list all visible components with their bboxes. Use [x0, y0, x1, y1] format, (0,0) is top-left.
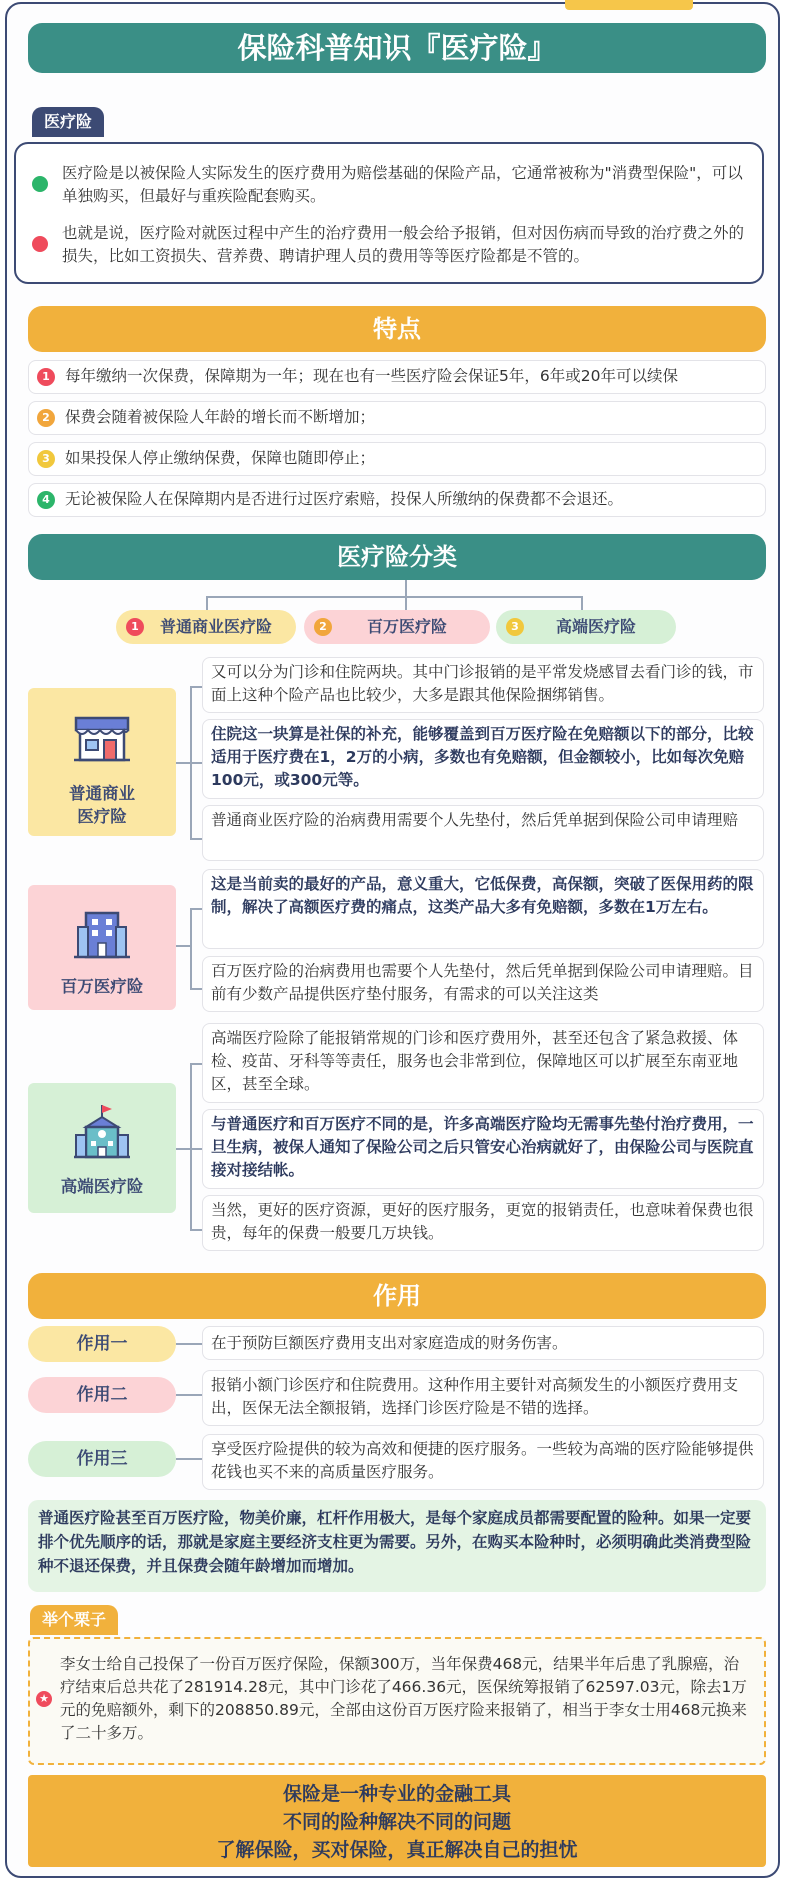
- connector-line: [190, 1063, 202, 1065]
- connector-line: [405, 580, 407, 596]
- store-icon: [72, 708, 132, 764]
- connector-line: [176, 1148, 190, 1150]
- connector-line: [206, 596, 583, 598]
- intro-paragraph-1: 医疗险是以被保险人实际发生的医疗费用为赔偿基础的保险产品，它通常被称为"消费型保险"，可以单独购买，但最好与重疾险配套购买。: [62, 164, 743, 205]
- category-card-ordinary: [28, 688, 176, 836]
- category-description: 普通商业医疗险的治病费用需要个人先垫付，然后凭单据到保险公司申请理赔: [202, 805, 764, 861]
- use-description: 报销小额门诊医疗和住院费用。这种作用主要针对高频发生的小额医疗费用支出，医保无法全额报销，选择门诊医疗险是不错的选择。: [202, 1370, 764, 1426]
- feature-item: [28, 483, 766, 517]
- category-card-label: 高端医疗险: [60, 1177, 144, 1196]
- feature-item: [28, 360, 766, 394]
- footer-line-3: 了解保险，买对保险，真正解决自己的担忧: [216, 1839, 578, 1861]
- number-1-icon: 1: [126, 618, 144, 636]
- footer-slogan: [28, 1775, 766, 1867]
- footer-line-1: 保险是一种专业的金融工具: [282, 1783, 511, 1805]
- uses-summary: 普通医疗险甚至百万医疗险，物美价廉，杠杆作用极大，是每个家庭成员都需要配置的险种。如果一定要排个优先顺序的话，那就是家庭主要经济支柱更为需要。另外，在购买本险种时，必须明确此类消费型险种不退还保费，并且保费会随年龄增加而增加。: [28, 1500, 766, 1592]
- category-card-highend: [28, 1083, 176, 1213]
- connector-line: [206, 596, 208, 610]
- category-description: 当然，更好的医疗资源，更好的医疗服务，更宽的报销责任，也意味着保费也很贵，每年的保费一般要几万块钱。: [202, 1195, 764, 1251]
- connector-line: [190, 838, 202, 840]
- category-description-highlight: 这是当前卖的最好的产品，意义重大，它低保费，高保额，突破了医保用药的限制，解决了高额医疗费的痛点，这类产品大多有免赔额，多数在1万左右。: [202, 869, 764, 949]
- connector-line: [176, 1394, 202, 1396]
- feature-text: 保费会随着被保险人年龄的增长而不断增加；: [65, 408, 376, 426]
- use-tag-2: 作用二: [28, 1377, 176, 1413]
- use-tag-1: 作用一: [28, 1326, 176, 1362]
- category-description-highlight: 与普通医疗和百万医疗不同的是，许多高端医疗险均无需事先垫付治疗费用，一旦生病，被保人通知了保险公司之后只管安心治病就好了，由保险公司与医院直接对接结帐。: [202, 1109, 764, 1189]
- category-card-million: [28, 885, 176, 1010]
- category-description: 高端医疗险除了能报销常规的门诊和医疗费用外，甚至还包含了紧急救援、体检、疫苗、牙科等等责任，服务也会非常到位，保障地区可以扩展至东南亚地区，甚至全球。: [202, 1023, 764, 1103]
- category-description: 又可以分为门诊和住院两块。其中门诊报销的是平常发烧感冒去看门诊的钱，市面上这种个险产品也比较少，大多是跟其他保险捆绑销售。: [202, 657, 764, 713]
- uses-title: 作用: [28, 1273, 766, 1319]
- category-description: 百万医疗险的治病费用也需要个人先垫付，然后凭单据到保险公司申请理赔。目前有少数产品提供医疗垫付服务，有需求的可以关注这类: [202, 956, 764, 1012]
- feature-text: 如果投保人停止缴纳保费，保障也随即停止；: [65, 449, 376, 467]
- example-text: 李女士给自己投保了一份百万医疗保险，保额300万，当年保费468元，结果半年后患了乳腺癌，治疗结束后总共花了281914.28元，其中门诊花了466.36元，医保统筹报销了62597.03元，除去1万元的免赔额外，剩下的208850.89元，全部由这份百万医疗险来报销了，相当于李女士用468元换来了二十多万。: [60, 1655, 747, 1742]
- connector-line: [190, 908, 192, 990]
- connector-line: [190, 988, 202, 990]
- category-description-highlight: 住院这一块算是社保的补充，能够覆盖到百万医疗险在免赔额以下的部分，比较适用于医疗费在1，2万的小病，多数也有免赔额，但金额较小，比如每次免赔100元，或300元等。: [202, 719, 764, 799]
- connector-line: [190, 762, 202, 764]
- number-1-icon: 1: [37, 368, 55, 386]
- star-bullet-icon: ★: [36, 1691, 52, 1707]
- connector-line: [190, 908, 202, 910]
- category-pill-million: [304, 610, 490, 644]
- connector-line: [405, 596, 407, 610]
- feature-text: 每年缴纳一次保费，保障期为一年；现在也有一些医疗险会保证5年，6年或20年可以续保: [65, 367, 678, 385]
- connector-line: [190, 686, 202, 688]
- use-description: 享受医疗险提供的较为高效和便捷的医疗服务。一些较为高端的医疗险能够提供花钱也买不来的高质量医疗服务。: [202, 1434, 764, 1490]
- red-bullet-icon: [32, 236, 48, 252]
- categories-title: 医疗险分类: [28, 534, 766, 580]
- number-4-icon: 4: [37, 491, 55, 509]
- page-title: 保险科普知识『医疗险』: [28, 23, 766, 73]
- connector-line: [190, 1063, 192, 1231]
- number-2-icon: 2: [314, 618, 332, 636]
- connector-line: [176, 762, 190, 764]
- hospital-flag-icon: [72, 1103, 132, 1163]
- category-pill-label: 百万医疗险: [366, 617, 447, 636]
- number-3-icon: 3: [506, 618, 524, 636]
- use-tag-3: 作用三: [28, 1441, 176, 1477]
- category-pill-label: 普通商业医疗险: [159, 617, 272, 636]
- example-box: [28, 1637, 766, 1765]
- category-card-label: 普通商业 医疗险: [69, 784, 135, 826]
- top-decoration: [565, 0, 693, 10]
- number-3-icon: 3: [37, 450, 55, 468]
- footer-line-2: 不同的险种解决不同的问题: [282, 1811, 511, 1833]
- category-pill-highend: [496, 610, 676, 644]
- intro-tag: 医疗险: [32, 107, 104, 137]
- category-pill-ordinary: [116, 610, 296, 644]
- example-tag: 举个栗子: [30, 1605, 118, 1635]
- feature-text: 无论被保险人在保障期内是否进行过医疗索赔，投保人所缴纳的保费都不会退还。: [65, 490, 624, 508]
- intro-box: [14, 142, 764, 284]
- category-card-label: 百万医疗险: [60, 977, 144, 996]
- intro-paragraph-2: 也就是说，医疗险对就医过程中产生的治疗费用一般会给予报销，但对因伤病而导致的治疗费之外的损失，比如工资损失、营养费、聘请护理人员的费用等等医疗险都是不管的。: [62, 224, 745, 265]
- hospital-building-icon: [72, 905, 132, 961]
- connector-line: [581, 596, 583, 610]
- connector-line: [176, 1343, 202, 1345]
- connector-line: [190, 1229, 202, 1231]
- green-bullet-icon: [32, 176, 48, 192]
- features-title: 特点: [28, 306, 766, 352]
- connector-line: [176, 1458, 202, 1460]
- connector-line: [190, 1148, 202, 1150]
- category-pill-label: 高端医疗险: [555, 617, 636, 636]
- use-description: 在于预防巨额医疗费用支出对家庭造成的财务伤害。: [202, 1326, 764, 1360]
- feature-item: [28, 401, 766, 435]
- number-2-icon: 2: [37, 409, 55, 427]
- feature-item: [28, 442, 766, 476]
- connector-line: [176, 945, 190, 947]
